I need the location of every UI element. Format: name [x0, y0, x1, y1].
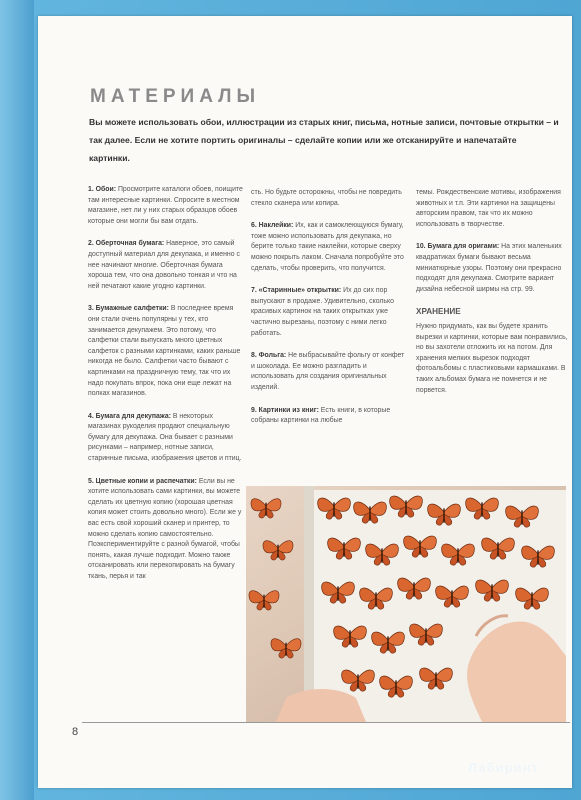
list-item: 6. Наклейки: Их, как и самоклеющуюся бумагу, тоже можно использовать для декупажа, но берите только такие наклейки, которые сверху можно покрыть лаком. Сначала попробуйте это сделать, чтобы проверить, что получится. [251, 222, 404, 272]
column-2 [251, 188, 409, 439]
list-item: 7. «Старинные» открытки: Их до сих пор выпускают в продаже. Удивительно, сколько красивых картинок на таких открытках уже частично вырезаны, поэтому с ними легко работать. [251, 287, 394, 337]
footer-rule [82, 722, 570, 723]
list-item: 1. Обои: Просмотрите каталоги обоев, поищите там интересные картинки. Спросите в местном магазине, нет ли у них старых образцов обоев которые они могли бы вам отдать. [88, 186, 243, 225]
list-item: 10. Бумага для оригами: На этих маленьких квадратиках бумаги бывают весьма миниатюрные узоры. Поэтому они прекрасно подходят для декупажа. Смотрите вариант дизайна небесной ширмы на стр. 99. [416, 243, 562, 293]
column-3 [416, 188, 571, 408]
list-item: 4. Бумага для декупажа: В некоторых магазинах рукоделия продают специальную бумагу для декупажа. Она бывает с разными рисунками – например, нотные записи, старинные письма, изображения цветов и птиц. [88, 412, 242, 463]
list-item: 9. Картинки из книг: Есть книги, в которые собраны картинки на любые [251, 406, 391, 425]
list-item: 8. Фольга: Не выбрасывайте фольгу от конфет и шоколада. Ее можно разгладить и использовать для создания оригинальных изделий. [251, 352, 405, 391]
page-title: МАТЕРИАЛЫ [90, 86, 261, 107]
butterfly-cutouts-photo [246, 486, 566, 722]
list-item: 2. Оберточная бумага: Наверное, это самый доступный материал для декупажа, и именно с нее начинают многие. Оберточная бумага хороша тем, что она довольно тонкая и что на ней печатают какие угодно картинки. [88, 240, 240, 290]
page-number: 8 [72, 726, 79, 738]
photo-illustration [246, 486, 566, 722]
plastic-sleeve-edge [304, 486, 314, 722]
list-item: 5. Цветные копии и распечатки: Если вы не хотите использовать сами картинки, вы можете сделать их цветную копию (хорошая цветная копия может стоить довольно много). Если же у вас есть свой хороший сканер и принтер, то можно сделать копию самостоятельно. Поэкспериментируйте с разной бумагой, чтобы понять, какая лучше подходит. Можно также отсканировать или перекопировать на бумагу ткань, перья и так [88, 477, 242, 580]
column-1 [88, 185, 246, 595]
continued-text: сть. Но будьте осторожны, чтобы не повредить стекло сканера или копира. [251, 189, 402, 207]
intro-text: Вы можете использовать обои, иллюстрации из старых книг, письма, нотные записи, почтовые открытки – и так далее. Если не хотите портить оригиналы – сделайте копии или же отсканируйте и напечатайте картинки. [89, 117, 559, 163]
continued-text: темы. Рождественские мотивы, изображения животных и т.п. Эти картинки на защищены авторским правом, так что их можно использовать в творчестве. [416, 189, 561, 228]
watermark-logo: Лабиринт [468, 760, 539, 775]
book-edge [0, 0, 34, 800]
list-item: 3. Бумажные салфетки: В последнее время они стали очень популярны у тех, кто занимается декупажем. Это потому, что салфетки стали выпускать много цветных салфеток с разными картинками, каких раньше никогда не было. Салфетки часто бывают с картинками на праздничную тему, так что их надо покупать впрок, пока они еще лежат на полках магазинов. [88, 305, 241, 398]
section-text: Нужно придумать, как вы будете хранить вырезки и картинки, которые вам понравились, но вы захотели отложить их на потом. Для хранения мелких вырезок подходят фотоальбомы с пластиковыми кармашками. В таких альбомах бумага не помнется и не порвется. [416, 322, 568, 394]
section-title: ХРАНЕНИЕ [416, 307, 461, 317]
